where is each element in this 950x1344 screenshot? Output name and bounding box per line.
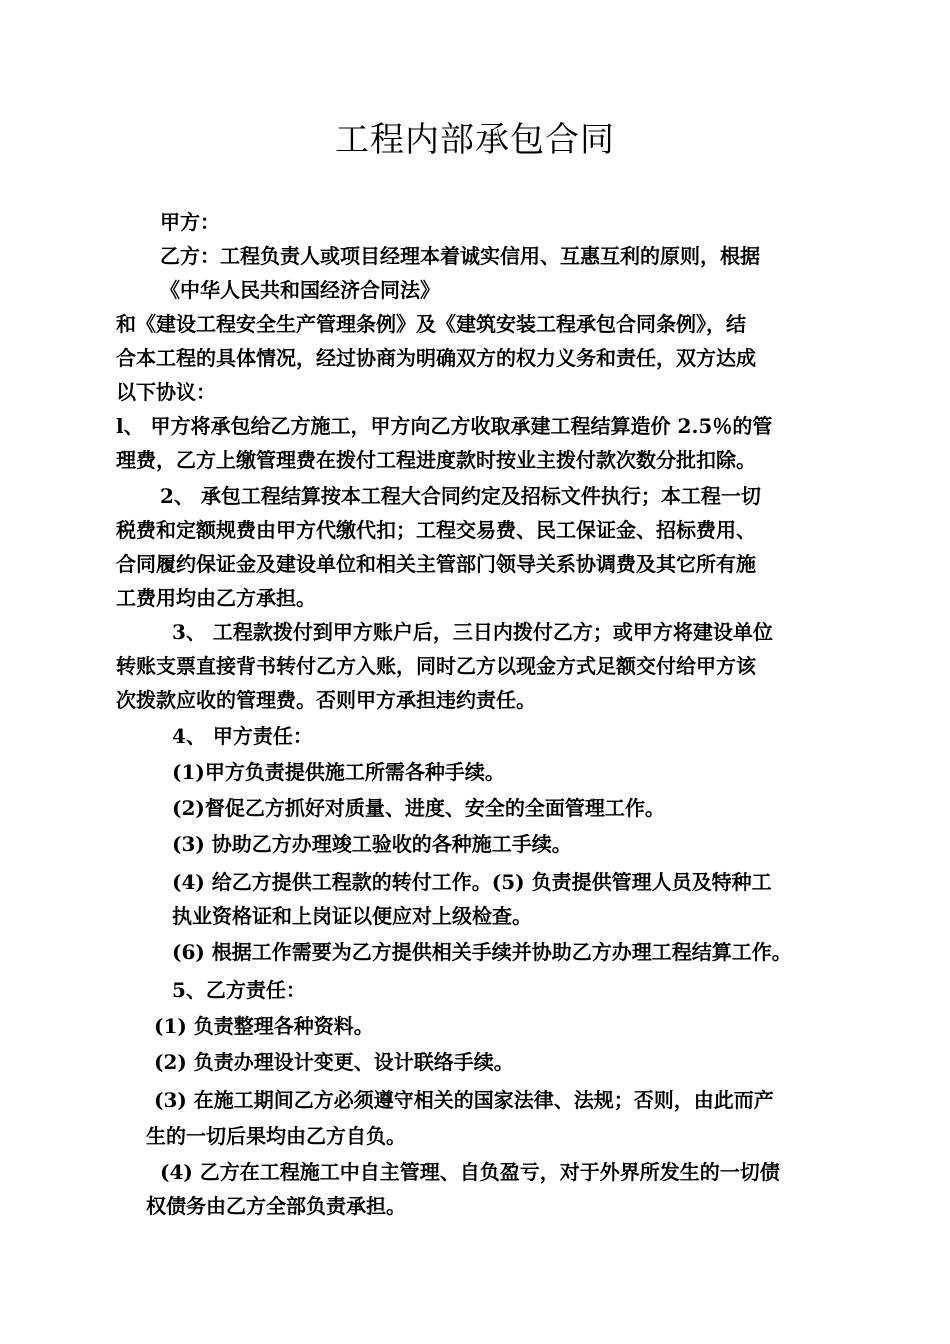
paragraph-line: 合本工程的具体情况，经过协商为明确双方的权力义务和责任，双方达成 [116,346,756,370]
clause-5-item: 权债务由乙方全部负责承担。 [146,1194,406,1218]
party-a-line: 甲方： [160,210,220,234]
clause-5-item: (2) 负责办理设计变更、设计联络手续。 [154,1050,514,1074]
clause-3-line: 转账支票直接背书转付乙方入账，同时乙方以现金方式足额交付给甲方该 [116,654,756,678]
clause-2-line: 工费用均由乙方承担。 [116,586,316,610]
document-title: 工程内部承包合同 [335,120,615,160]
paragraph-line: 《中华人民共和国经济合同法》 [160,278,440,302]
paragraph-line: 以下协议： [116,380,216,404]
clause-2-line: 合同履约保证金及建设单位和相关主管部门领导关系协调费及其它所有施 [116,552,756,576]
clause-5-heading: 5、乙方责任： [172,978,306,1002]
clause-4-heading: 4、 甲方责任： [172,724,313,748]
clause-4-item: (2)督促乙方抓好对质量、进度、安全的全面管理工作。 [172,796,665,820]
clause-4-item: (1)甲方负责提供施工所需各种手续。 [172,760,505,784]
clause-5-item: (1) 负责整理各种资料。 [154,1014,374,1038]
clause-1-line: 理费，乙方上缴管理费在拨付工程进度款时按业主拨付款次数分批扣除。 [116,448,756,472]
clause-4-item: 执业资格证和上岗证以便应对上级检查。 [172,904,532,928]
party-b-line: 乙方：工程负责人或项目经理本着诚实信用、互惠互利的原则，根据 [160,244,760,268]
clause-3-line: 次拨款应收的管理费。否则甲方承担违约责任。 [116,688,536,712]
clause-2-line: 2、 承包工程结算按本工程大合同约定及招标文件执行；本工程一切 [160,484,761,508]
clause-5-item: (3) 在施工期间乙方必须遵守相关的国家法律、法规；否则，由此而产 [154,1088,774,1112]
clause-5-item: 生的一切后果均由乙方自负。 [146,1124,406,1148]
clause-3-line: 3、 工程款拨付到甲方账户后，三日内拨付乙方；或甲方将建设单位 [172,620,773,644]
paragraph-line: 和《建设工程安全生产管理条例》及《建筑安装工程承包合同条例》，结 [116,312,746,336]
clause-5-item: (4) 乙方在工程施工中自主管理、自负盈亏，对于外界所发生的一切债 [160,1160,780,1184]
clause-4-item: (6) 根据工作需要为乙方提供相关手续并协助乙方办理工程结算工作。 [172,940,792,964]
clause-2-line: 税费和定额规费由甲方代缴代扣；工程交易费、民工保证金、招标费用、 [116,518,756,542]
clause-4-item: (3) 协助乙方办理竣工验收的各种施工手续。 [172,832,572,856]
clause-1-line: l、 甲方将承包给乙方施工，甲方向乙方收取承建工程结算造价 2.5％的管 [116,414,773,438]
clause-4-item: (4) 给乙方提供工程款的转付工作。(5) 负责提供管理人员及特种工 [172,870,772,894]
